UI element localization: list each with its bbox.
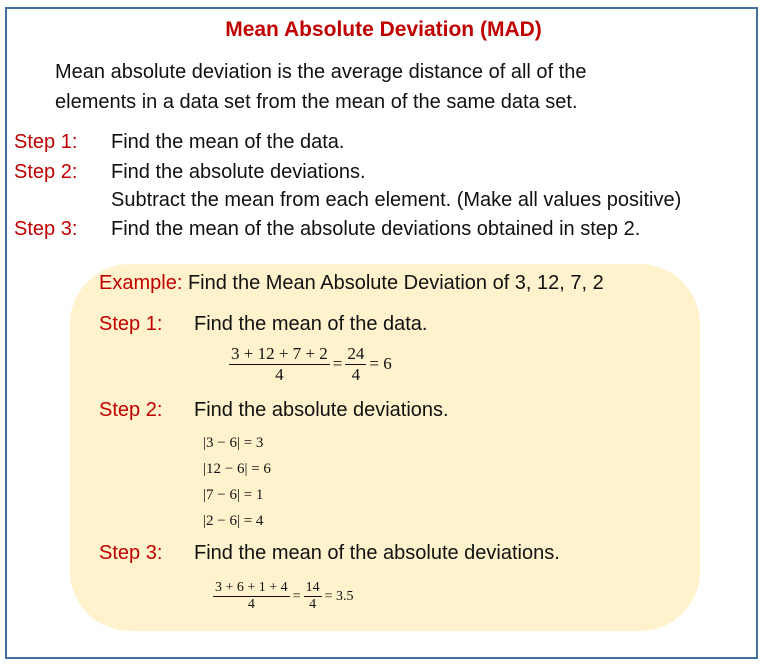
step-1	[14, 131, 77, 154]
example-step-1-label: Step 1:	[99, 313, 163, 335]
example-step-2-label: Step 2:	[99, 399, 163, 421]
total-fraction: $\frac{24}{4}$	[347, 344, 365, 384]
example-label: Example:	[99, 272, 183, 294]
step-label: Step 2:	[14, 161, 78, 183]
mad-calculation: $\frac{3 + 6 + 1 + 4}{4}$ = $\frac{14}{4}$ = 3.5	[213, 580, 357, 613]
mad-result: = 3.5	[324, 588, 354, 604]
example-step-3-text: Find the mean of the absolute deviations.	[194, 542, 560, 564]
deviation-line: |2 − 6| = 4	[203, 513, 264, 529]
step-2-text: Find the absolute deviations.	[111, 161, 366, 183]
example-heading	[99, 272, 604, 295]
step-label: Step 1:	[14, 131, 78, 153]
example-step-2-text: Find the absolute deviations.	[194, 399, 449, 421]
intro-paragraph	[55, 57, 735, 117]
intro-line-2: elements in a data set from the mean of the same data set.	[55, 91, 578, 113]
mean-calculation: $\frac{3 + 12 + 7 + 2}{4}$ = $\frac{24}{4}$ = 6	[229, 344, 395, 384]
step-label: Step 3:	[14, 218, 78, 240]
deviation-line: |12 − 6| = 6	[203, 461, 271, 477]
sum-fraction: $\frac{3 + 12 + 7 + 2}{4}$	[231, 344, 328, 384]
deviation-sum-fraction: $\frac{3 + 6 + 1 + 4}{4}$	[215, 580, 288, 613]
deviation-total-fraction: $\frac{14}{4}$	[305, 580, 320, 613]
absolute-deviations-list	[203, 430, 271, 534]
intro-line-1: Mean absolute deviation is the average distance of all of the	[55, 61, 587, 83]
deviation-line: |3 − 6| = 3	[203, 435, 264, 451]
page-title: Mean Absolute Deviation (MAD)	[225, 18, 542, 41]
example-step-3-label: Step 3:	[99, 542, 163, 564]
step-2-subtext: Subtract the mean from each element. (Make all values positive)	[111, 189, 682, 211]
deviation-line: |7 − 6| = 1	[203, 487, 264, 503]
example-step-1-text: Find the mean of the data.	[194, 313, 428, 335]
example-text: Find the Mean Absolute Deviation of 3, 12, 7, 2	[187, 272, 604, 294]
mean-result: = 6	[369, 354, 392, 374]
step-2	[14, 161, 77, 184]
step-3	[14, 218, 77, 241]
step-3-text: Find the mean of the absolute deviations obtained in step 2.	[111, 218, 641, 240]
step-1-text: Find the mean of the data.	[111, 131, 345, 153]
